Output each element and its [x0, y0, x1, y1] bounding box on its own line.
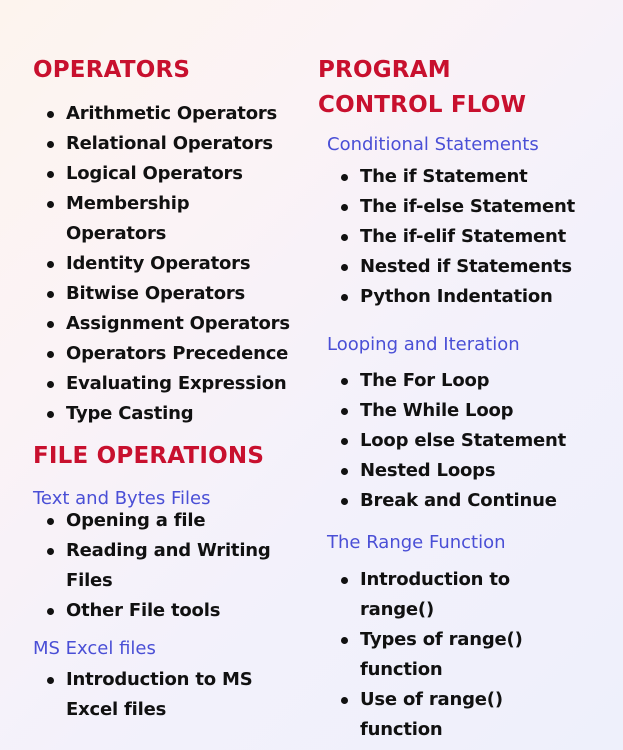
range-function-list [327, 565, 523, 745]
list-item [33, 189, 290, 249]
list-item-text: The if-elif Statement [360, 226, 567, 247]
list-item [33, 536, 271, 596]
list-item-text: The if-else Statement [360, 196, 575, 217]
text-bytes-files-subheading: Text and Bytes Files [33, 488, 211, 509]
range-function-subheading: The Range Function [327, 532, 506, 553]
list-item-text: The While Loop [360, 400, 514, 421]
list-item-text: Opening a file [66, 510, 206, 531]
list-item [33, 129, 290, 159]
list-item [327, 625, 523, 685]
file-operations-heading: FILE OPERATIONS [33, 443, 265, 469]
list-item [33, 596, 271, 626]
list-item-text: Membership [66, 193, 190, 214]
list-item [327, 162, 575, 192]
list-item-text: Nested Loops [360, 460, 496, 481]
program-heading-line1: PROGRAM [318, 57, 451, 83]
ms-excel-files-subheading: MS Excel files [33, 638, 156, 659]
list-item [327, 456, 566, 486]
list-item [327, 252, 575, 282]
looping-iteration-list [327, 366, 566, 516]
list-item-text: Operators Precedence [66, 343, 289, 364]
list-item [327, 366, 566, 396]
list-item-text: Loop else Statement [360, 430, 567, 451]
list-item-text: The For Loop [360, 370, 490, 391]
list-item [327, 565, 523, 625]
list-item-text: Types of range() [360, 629, 523, 650]
list-item-text: range() [360, 599, 434, 620]
list-item [33, 279, 290, 309]
list-item [327, 426, 566, 456]
list-item [327, 222, 575, 252]
list-item-text: Excel files [66, 699, 167, 720]
list-item-text: Operators [66, 223, 167, 244]
list-item [33, 249, 290, 279]
list-item-text: Identity Operators [66, 253, 251, 274]
list-item-text: Relational Operators [66, 133, 273, 154]
list-item-text: Other File tools [66, 600, 221, 621]
operators-list [33, 99, 290, 429]
operators-heading: OPERATORS [33, 57, 191, 83]
list-item-text: Nested if Statements [360, 256, 572, 277]
list-item [33, 159, 290, 189]
list-item-text: The if Statement [360, 166, 528, 187]
list-item [33, 309, 290, 339]
list-item-text: function [360, 659, 443, 680]
list-item-text: Evaluating Expression [66, 373, 287, 394]
text-bytes-files-list [33, 506, 271, 626]
program-heading-line2: CONTROL FLOW [318, 92, 527, 118]
list-item [33, 339, 290, 369]
list-item-text: Introduction to [360, 569, 510, 590]
conditional-statements-list [327, 162, 575, 312]
list-item [33, 506, 271, 536]
list-item [327, 396, 566, 426]
conditional-statements-subheading: Conditional Statements [327, 134, 539, 155]
list-item-text: Logical Operators [66, 163, 243, 184]
list-item [33, 665, 252, 725]
list-item [33, 369, 290, 399]
list-item-text: Type Casting [66, 403, 194, 424]
list-item [327, 192, 575, 222]
list-item [327, 685, 523, 745]
list-item-text: function [360, 719, 443, 740]
ms-excel-files-list [33, 665, 252, 725]
list-item-text: Arithmetic Operators [66, 103, 278, 124]
list-item-text: Bitwise Operators [66, 283, 246, 304]
list-item [327, 282, 575, 312]
list-item [33, 99, 290, 129]
list-item-text: Use of range() [360, 689, 503, 710]
list-item-text: Reading and Writing [66, 540, 271, 561]
list-item-text: Files [66, 570, 113, 591]
list-item-text: Assignment Operators [66, 313, 290, 334]
list-item-text: Break and Continue [360, 490, 557, 511]
list-item-text: Python Indentation [360, 286, 553, 307]
list-item [327, 486, 566, 516]
list-item-text: Introduction to MS [66, 669, 253, 690]
looping-iteration-subheading: Looping and Iteration [327, 334, 520, 355]
list-item [33, 399, 290, 429]
